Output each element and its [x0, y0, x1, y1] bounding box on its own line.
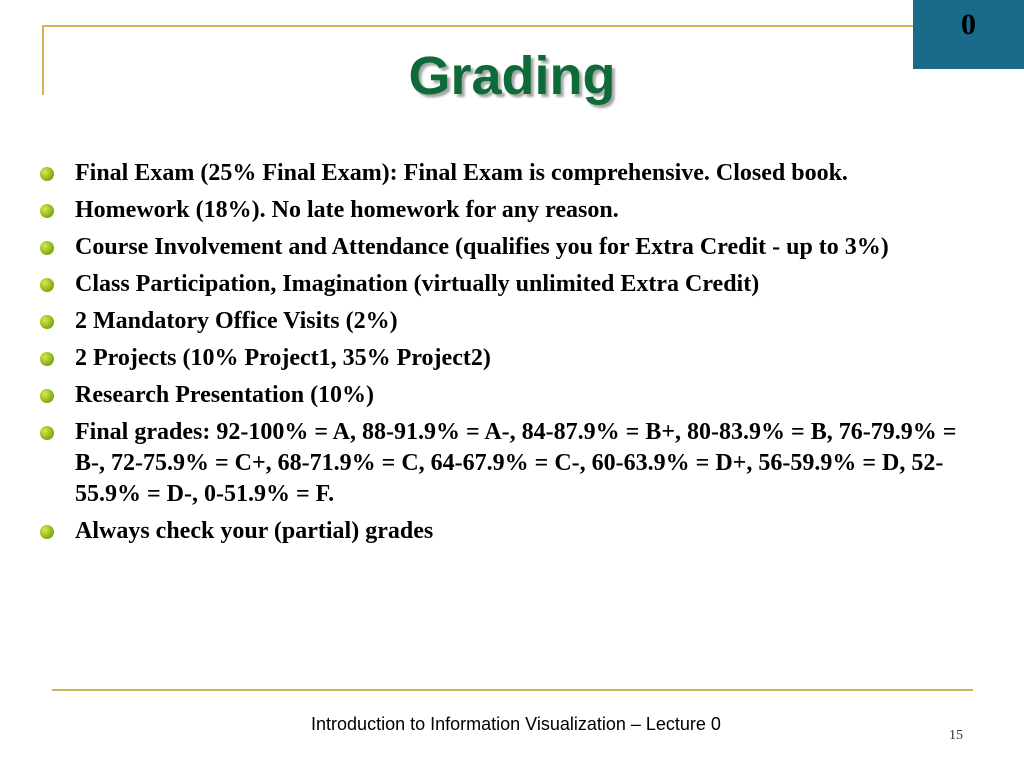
slide-title: Grading: [408, 46, 616, 106]
bullet-item-final-grades: [38, 417, 988, 510]
bullet-text: Class Participation, Imagination (virtually unlimited Extra Credit): [75, 271, 760, 297]
bullet-item-involvement: [38, 232, 988, 263]
bullet-text: Always check your (partial) grades: [75, 518, 434, 544]
bullet-dot-icon: [40, 204, 54, 218]
footer-text: Introduction to Information Visualization – Lecture 0: [311, 714, 721, 734]
bullet-item-office-visits: [38, 306, 988, 337]
bullet-text: Course Involvement and Attendance (qualifies you for Extra Credit - up to 3%): [75, 234, 889, 260]
bullet-text: Final grades: 92-100% = A, 88-91.9% = A-, 84-87.9% = B+, 80-83.9% = B, 76-79.9% = B-, 72-75.9% = C+, 68-71.9% = C, 64-67.9% = C-, 60-63.9% = D+, 56-59.9% = D, 52-55.9% = D-, 0-51.9% = F.: [75, 419, 957, 507]
page-number: 15: [949, 728, 963, 743]
bullet-text: 2 Projects (10% Project1, 35% Project2): [75, 345, 491, 371]
bullet-list: [38, 158, 988, 553]
bullet-item-research: [38, 380, 988, 411]
bullet-text: 2 Mandatory Office Visits (2%): [75, 308, 398, 334]
bullet-item-check-grades: [38, 516, 988, 547]
top-rule: [42, 25, 914, 27]
bullet-dot-icon: [40, 241, 54, 255]
footer-rule: [52, 689, 973, 691]
bullet-item-participation: [38, 269, 988, 300]
bullet-dot-icon: [40, 167, 54, 181]
bullet-dot-icon: [40, 278, 54, 292]
bullet-text: Research Presentation (10%): [75, 382, 375, 408]
bullet-dot-icon: [40, 525, 54, 539]
bullet-dot-icon: [40, 426, 54, 440]
bullet-dot-icon: [40, 389, 54, 403]
bullet-dot-icon: [40, 315, 54, 329]
bullet-item-final-exam: [38, 158, 988, 189]
bullet-text: Final Exam (25% Final Exam): Final Exam is comprehensive. Closed book.: [75, 160, 848, 186]
bullet-dot-icon: [40, 352, 54, 366]
bullet-item-homework: [38, 195, 988, 226]
bullet-item-projects: [38, 343, 988, 374]
lecture-badge: 0: [913, 0, 1024, 69]
bullet-text: Homework (18%). No late homework for any reason.: [75, 197, 619, 223]
